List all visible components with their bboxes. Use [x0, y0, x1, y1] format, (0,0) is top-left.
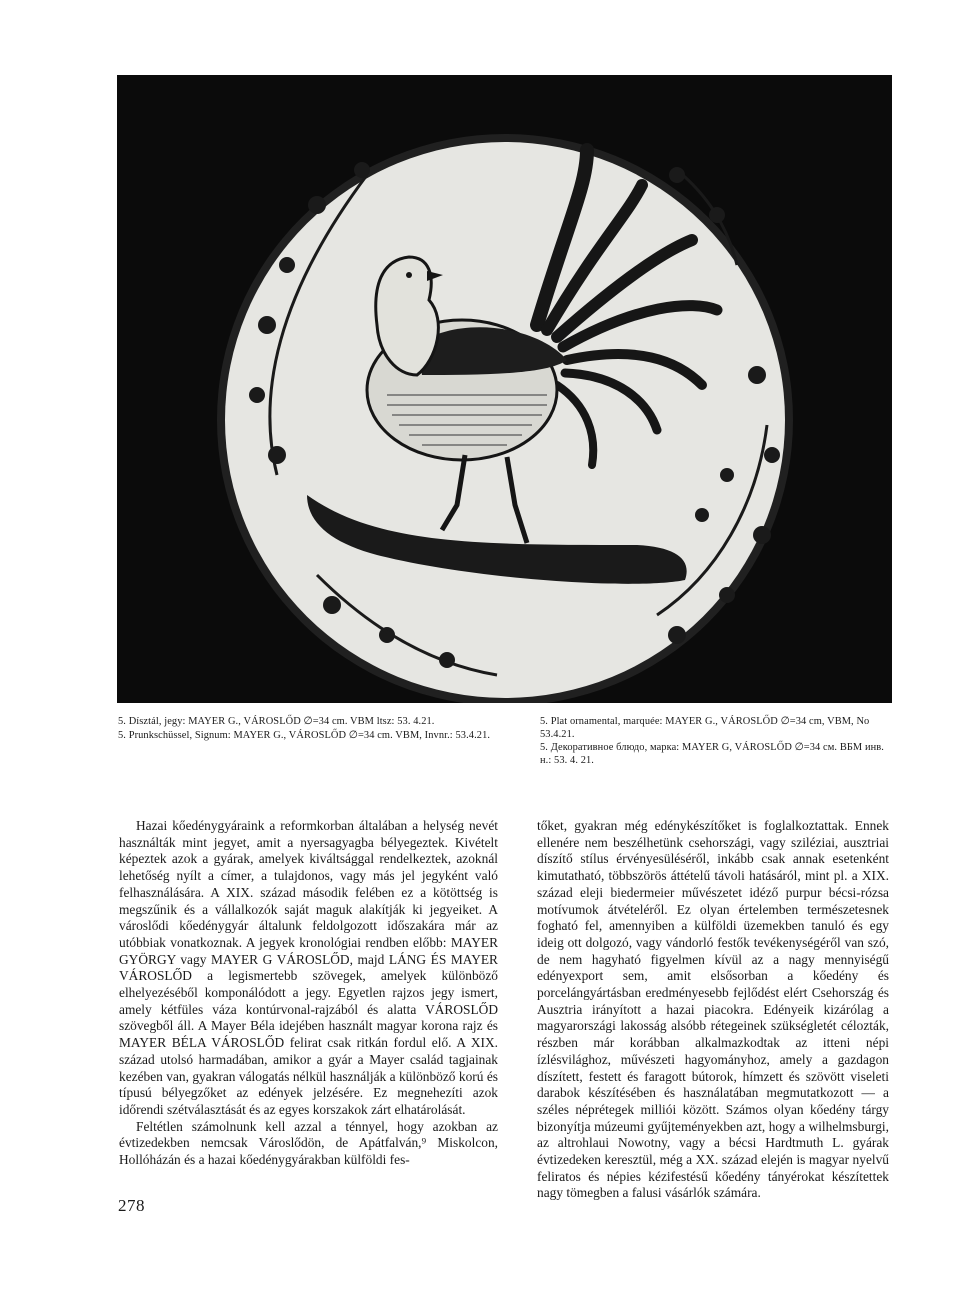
body-text-right-column [537, 818, 889, 1202]
caption-left-column [118, 716, 513, 743]
caption-russian: 5. Декоративное блюдо, марка: MAYER G, VÁROSLŐD ∅=34 см. ВБМ инв. н.: 53. 4. 21. [540, 742, 884, 766]
caption-german: 5. Prunkschüssel, Signum: MAYER G., VÁROSLŐD ∅=34 cm. VBM, Invnr.: 53.4.21. [118, 729, 491, 741]
plate-photograph [117, 75, 892, 703]
caption-hungarian: 5. Dísztál, jegy: MAYER G., VÁROSLŐD ∅=34 cm. VBM ltsz: 53. 4.21. [118, 716, 435, 727]
paragraph: tőket, gyakran még edénykészítőket is foglalkoztattak. Ennek ellenére nem beszélhetünk csehországi, vagy sziléziai, ausztriai díszítő stílus érvényesüléséről, inkább csak annak esetenként kimutatható, többszörös áttételű távoli hatásáról, mint pl. a XIX. század eleji biedermeier művészetet idéző purpur bécsi-rózsa motívumok átvételéről. Ez olyan értelemben természetesnek fogható fel, amennyiben a külföldi üzemekben tanuló és egy ideig ott dolgozó, vagy vándorló festők tevékenységéről van szó, de nem hagyható figyelmen kívül az a nagy mennyiségű edényexport sem, amit elsősorban a kőedény és porcelángyártásban eredményesebb fejlődést elért Csehország és Ausztria irányított a hazai piacokra. Edényeik kizárólag a magyarországi lakosság alsóbb rétegeinek szükségletét célozták, részben már korábban alkalmazkodtak az itteni népi ízlésvilághoz, művészeti hagyományhoz, amely a gazdagon díszített, festett és faragott bútorok, hímzett és szövött viseleti darabok készítésében és használatában megmutatkozott — a széles néprétegek milliói között. Számos olyan kőedény tárgy bizonyítja múzeumi gyűjteményekben azt, hogy a wilhelmsburgi, az altrohlaui Nowotny, vagy a bécsi Hardtmuth L. gyárak évtizedeken keresztül, még a XX. század elején is magyar nyelvű feliratos és népies kézifestésű kőedény tányérokat készítettek nagy tömegben a falusi vásárlók számára. [537, 818, 889, 1201]
body-text-left-column [119, 818, 498, 1169]
paragraph: Feltétlen számolnunk kell azzal a ténnyel, hogy azokban az évtizedekben nemcsak Városlődön, de Apátfalván,⁹ Miskolcon, Hollóházán és a hazai kőedénygyárakban külföldi fes- [119, 1118, 498, 1168]
page-number: 278 [118, 1196, 145, 1215]
decorative-plate-image [117, 75, 892, 703]
caption-french: 5. Plat ornamental, marquée: MAYER G., VÁROSLŐD ∅=34 cm, VBM, No 53.4.21. [540, 716, 870, 740]
caption-right-column [540, 716, 890, 768]
paragraph: Hazai kőedénygyáraink a reformkorban általában a helység nevét használták mint jegyet, amit a nyersagyagba bélyegeztek. Kivételt képeztek azok a gyárak, amelyek kiváltsággal rendelkeztek, azoknál lehetőség nyílt a címer, a tulajdonos, vagy más jel jegyként való felhasználására. A XIX. század második felében ez a kötöttség is megszűnik és a vállalkozók saját maguk alakítják ki jegyeiket. A városlődi kőedénygyár általunk feldolgozott időszakára már az utóbbiak vonatkoznak. A jegyek kronológiai rendben előbb: MAYER GYÖRGY vagy MAYER G VÁROSLŐD, majd LÁNG ÉS MAYER VÁROSLŐD a legismertebb szövegek, amelyek különböző elhelyezéséből komponálódott a jegy. Egyetlen rajzos jegy ismert, amely kétfüles váza kontúrvonal-rajzából és alatta VÁROSLŐD szövegből áll. A Mayer Béla idejében használt magyar korona rajz és MAYER BÉLA VÁROSLŐD felirat csak ritkán fordul elő. A XIX. század utolsó harmadában, amikor a gyár a Mayer család tagjainak kezében van, gyakran válogatás nélkül használják a különböző korú és típusú bélyegzőket az edények jelzésére. Ez megnehezíti azok időrendi szétválasztását és az egyes korszakok zárt elhatárolását. [119, 818, 498, 1117]
